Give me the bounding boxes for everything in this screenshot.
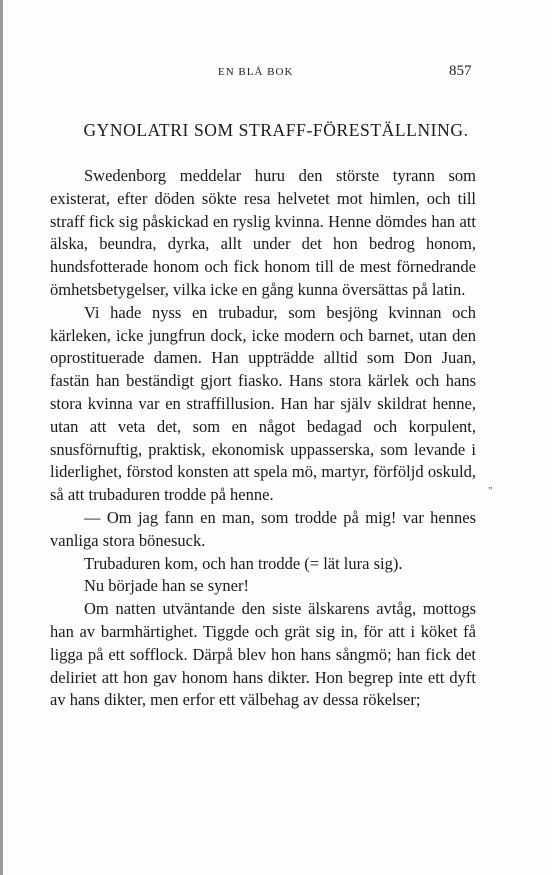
paragraph: Vi hade nyss en trubadur, som besjöng kvinnan och kärleken, icke jungfrun dock, icke modern och barnet, utan den oprostituerade damen. Han uppträdde alltid som Don Juan, fastän han beständigt gjort fiasko. Hans stora kärlek och hans stora kvinna var en straffillusion. Han har själv skildrat henne, utan att veta det, som en något bedagad och korpulent, snusförnuftig, praktisk, ekonomisk uppasserska, som levande i liderlighet, förstod konsten att spela mö, martyr, förföljd oskuld, så att trubaduren trodde på henne.: [50, 302, 476, 505]
paragraph: — Om jag fann en man, som trodde på mig! var hennes vanliga stora bönesuck.: [50, 507, 476, 550]
body-text: [50, 165, 476, 712]
chapter-title: GYNOLATRI SOM STRAFF-FÖRESTÄLLNING.: [83, 120, 469, 140]
ink-speck: „: [488, 480, 493, 491]
paragraph: Swedenborg meddelar huru den störste tyrann som existerat, efter döden sökte resa helvetet mot himlen, och till straff fick sig påskickad en ryslig kvinna. Henne dömdes han att älska, beundra, dyrka, allt under det hon bedrog honom, hundsfotterade honom och fick honom till de mest förnedrande ömhetsbetygelser, vilka icke en gång kunna översättas på latin.: [50, 166, 476, 299]
paragraph: Om natten utväntande den siste älskarens avtåg, mottogs han av barmhärtighet. Tiggde och grät sig in, för att i köket få ligga på ett sofflock. Därpå blev hon hans sångmö; han fick det deliriet att hon gav honom hans dikter. Hon begrep inte ett dyft av hans dikter, men erfor ett välbehag av dessa rökelser;: [50, 599, 476, 710]
page-number: 857: [449, 63, 472, 79]
running-header: [0, 63, 552, 83]
paragraph: Nu började han se syner!: [84, 576, 249, 596]
paragraph: Trubaduren kom, och han trodde (= lät lura sig).: [84, 553, 403, 573]
running-title: EN BLÅ BOK: [218, 66, 294, 78]
